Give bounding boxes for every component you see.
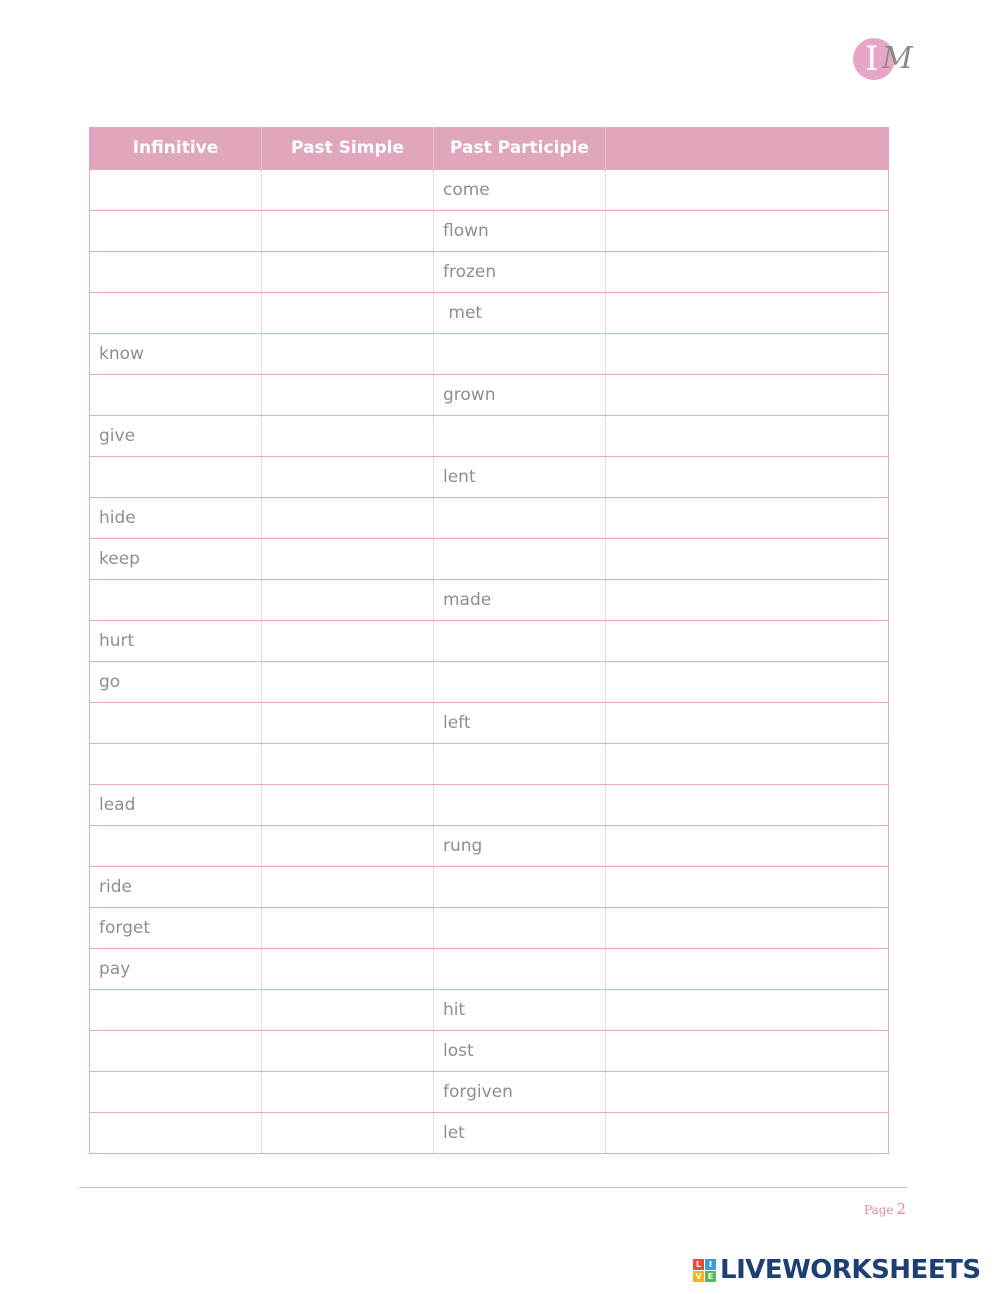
infinitive-cell: know: [90, 334, 262, 375]
past-participle-cell[interactable]: [434, 949, 606, 990]
extra-cell[interactable]: [606, 334, 889, 375]
table-row: [90, 826, 889, 867]
table-row: [90, 662, 889, 703]
table-row: [90, 293, 889, 334]
past-simple-cell[interactable]: [262, 211, 434, 252]
extra-cell[interactable]: [606, 580, 889, 621]
table-row: [90, 252, 889, 293]
table-row: [90, 170, 889, 211]
past-simple-cell[interactable]: [262, 1072, 434, 1113]
page-word: Page: [864, 1203, 894, 1217]
extra-cell[interactable]: [606, 662, 889, 703]
table-row: [90, 1031, 889, 1072]
table-row: [90, 744, 889, 785]
infinitive-cell: hide: [90, 498, 262, 539]
infinitive-cell: forget: [90, 908, 262, 949]
past-participle-cell[interactable]: [434, 785, 606, 826]
header-extra: [606, 127, 889, 170]
past-participle-cell: met: [434, 293, 606, 334]
infinitive-cell[interactable]: [90, 990, 262, 1031]
infinitive-cell[interactable]: [90, 170, 262, 211]
header-past-participle: Past Participle: [434, 127, 606, 170]
infinitive-cell: ride: [90, 867, 262, 908]
extra-cell[interactable]: [606, 908, 889, 949]
past-simple-cell[interactable]: [262, 293, 434, 334]
extra-cell[interactable]: [606, 211, 889, 252]
extra-cell[interactable]: [606, 293, 889, 334]
past-participle-cell[interactable]: [434, 416, 606, 457]
extra-cell[interactable]: [606, 539, 889, 580]
extra-cell[interactable]: [606, 170, 889, 211]
table-row: [90, 867, 889, 908]
past-simple-cell[interactable]: [262, 744, 434, 785]
tile-l: L: [693, 1259, 704, 1270]
tile-i: I: [705, 1259, 716, 1270]
past-simple-cell[interactable]: [262, 990, 434, 1031]
logo-letter-m: M: [882, 41, 913, 76]
tile-v: V: [693, 1271, 704, 1282]
past-participle-cell: lost: [434, 1031, 606, 1072]
extra-cell[interactable]: [606, 867, 889, 908]
infinitive-cell[interactable]: [90, 375, 262, 416]
past-participle-cell: left: [434, 703, 606, 744]
footer-divider: [79, 1187, 907, 1188]
liveworksheets-logo: [693, 1254, 981, 1286]
infinitive-cell: pay: [90, 949, 262, 990]
past-simple-cell[interactable]: [262, 457, 434, 498]
table-row: [90, 1072, 889, 1113]
past-participle-cell[interactable]: [434, 539, 606, 580]
table-row: [90, 375, 889, 416]
extra-cell[interactable]: [606, 990, 889, 1031]
header-past-simple: Past Simple: [262, 127, 434, 170]
past-participle-cell: lent: [434, 457, 606, 498]
extra-cell[interactable]: [606, 252, 889, 293]
infinitive-cell[interactable]: [90, 826, 262, 867]
past-simple-cell[interactable]: [262, 1113, 434, 1154]
past-participle-cell: hit: [434, 990, 606, 1031]
extra-cell[interactable]: [606, 375, 889, 416]
extra-cell[interactable]: [606, 1072, 889, 1113]
logo: [853, 38, 915, 82]
past-simple-cell[interactable]: [262, 498, 434, 539]
table-row: [90, 334, 889, 375]
past-participle-cell[interactable]: [434, 334, 606, 375]
table-row: [90, 498, 889, 539]
past-simple-cell[interactable]: [262, 908, 434, 949]
extra-cell[interactable]: [606, 785, 889, 826]
irregular-verbs-table: [89, 127, 889, 1154]
past-simple-cell[interactable]: [262, 826, 434, 867]
table-row: [90, 539, 889, 580]
table-header-row: [90, 127, 889, 170]
extra-cell[interactable]: [606, 949, 889, 990]
extra-cell[interactable]: [606, 826, 889, 867]
table-row: [90, 580, 889, 621]
past-simple-cell[interactable]: [262, 1031, 434, 1072]
infinitive-cell[interactable]: [90, 293, 262, 334]
past-simple-cell[interactable]: [262, 580, 434, 621]
table-row: [90, 211, 889, 252]
extra-cell[interactable]: [606, 457, 889, 498]
live-tiles-icon: [693, 1259, 716, 1282]
past-participle-cell: frozen: [434, 252, 606, 293]
tile-e: E: [705, 1271, 716, 1282]
past-participle-cell: made: [434, 580, 606, 621]
infinitive-cell[interactable]: [90, 1072, 262, 1113]
past-participle-cell[interactable]: [434, 744, 606, 785]
past-participle-cell: forgiven: [434, 1072, 606, 1113]
table-row: [90, 785, 889, 826]
past-participle-cell[interactable]: [434, 621, 606, 662]
extra-cell[interactable]: [606, 498, 889, 539]
liveworksheets-wordmark: LIVEWORKSHEETS: [720, 1255, 981, 1285]
infinitive-cell[interactable]: [90, 457, 262, 498]
table-row: [90, 703, 889, 744]
table-row: [90, 990, 889, 1031]
extra-cell[interactable]: [606, 744, 889, 785]
past-participle-cell[interactable]: [434, 908, 606, 949]
infinitive-cell[interactable]: [90, 580, 262, 621]
past-participle-cell: rung: [434, 826, 606, 867]
past-participle-cell: flown: [434, 211, 606, 252]
past-simple-cell[interactable]: [262, 949, 434, 990]
past-participle-cell[interactable]: [434, 867, 606, 908]
past-simple-cell[interactable]: [262, 416, 434, 457]
infinitive-cell: lead: [90, 785, 262, 826]
past-participle-cell[interactable]: [434, 498, 606, 539]
past-participle-cell: grown: [434, 375, 606, 416]
extra-cell[interactable]: [606, 621, 889, 662]
infinitive-cell[interactable]: [90, 211, 262, 252]
past-simple-cell[interactable]: [262, 539, 434, 580]
infinitive-cell[interactable]: [90, 1113, 262, 1154]
table-row: [90, 621, 889, 662]
past-simple-cell[interactable]: [262, 621, 434, 662]
past-simple-cell[interactable]: [262, 170, 434, 211]
table-row: [90, 416, 889, 457]
past-simple-cell[interactable]: [262, 252, 434, 293]
table-row: [90, 949, 889, 990]
past-simple-cell[interactable]: [262, 375, 434, 416]
extra-cell[interactable]: [606, 416, 889, 457]
infinitive-cell[interactable]: [90, 1031, 262, 1072]
past-participle-cell[interactable]: [434, 662, 606, 703]
past-simple-cell[interactable]: [262, 662, 434, 703]
past-simple-cell[interactable]: [262, 703, 434, 744]
past-simple-cell[interactable]: [262, 867, 434, 908]
table-row: [90, 1113, 889, 1154]
infinitive-cell[interactable]: [90, 703, 262, 744]
past-participle-cell: come: [434, 170, 606, 211]
logo-letter-i: I: [865, 39, 879, 79]
table-row: [90, 908, 889, 949]
past-simple-cell[interactable]: [262, 334, 434, 375]
infinitive-cell[interactable]: [90, 252, 262, 293]
infinitive-cell: keep: [90, 539, 262, 580]
page-number: [864, 1199, 906, 1218]
extra-cell[interactable]: [606, 703, 889, 744]
table-row: [90, 457, 889, 498]
past-simple-cell[interactable]: [262, 785, 434, 826]
past-participle-cell: let: [434, 1113, 606, 1154]
infinitive-cell[interactable]: [90, 744, 262, 785]
page-number-value: 2: [896, 1200, 907, 1218]
infinitive-cell: give: [90, 416, 262, 457]
infinitive-cell: go: [90, 662, 262, 703]
extra-cell[interactable]: [606, 1031, 889, 1072]
infinitive-cell: hurt: [90, 621, 262, 662]
header-infinitive: Infinitive: [90, 127, 262, 170]
extra-cell[interactable]: [606, 1113, 889, 1154]
